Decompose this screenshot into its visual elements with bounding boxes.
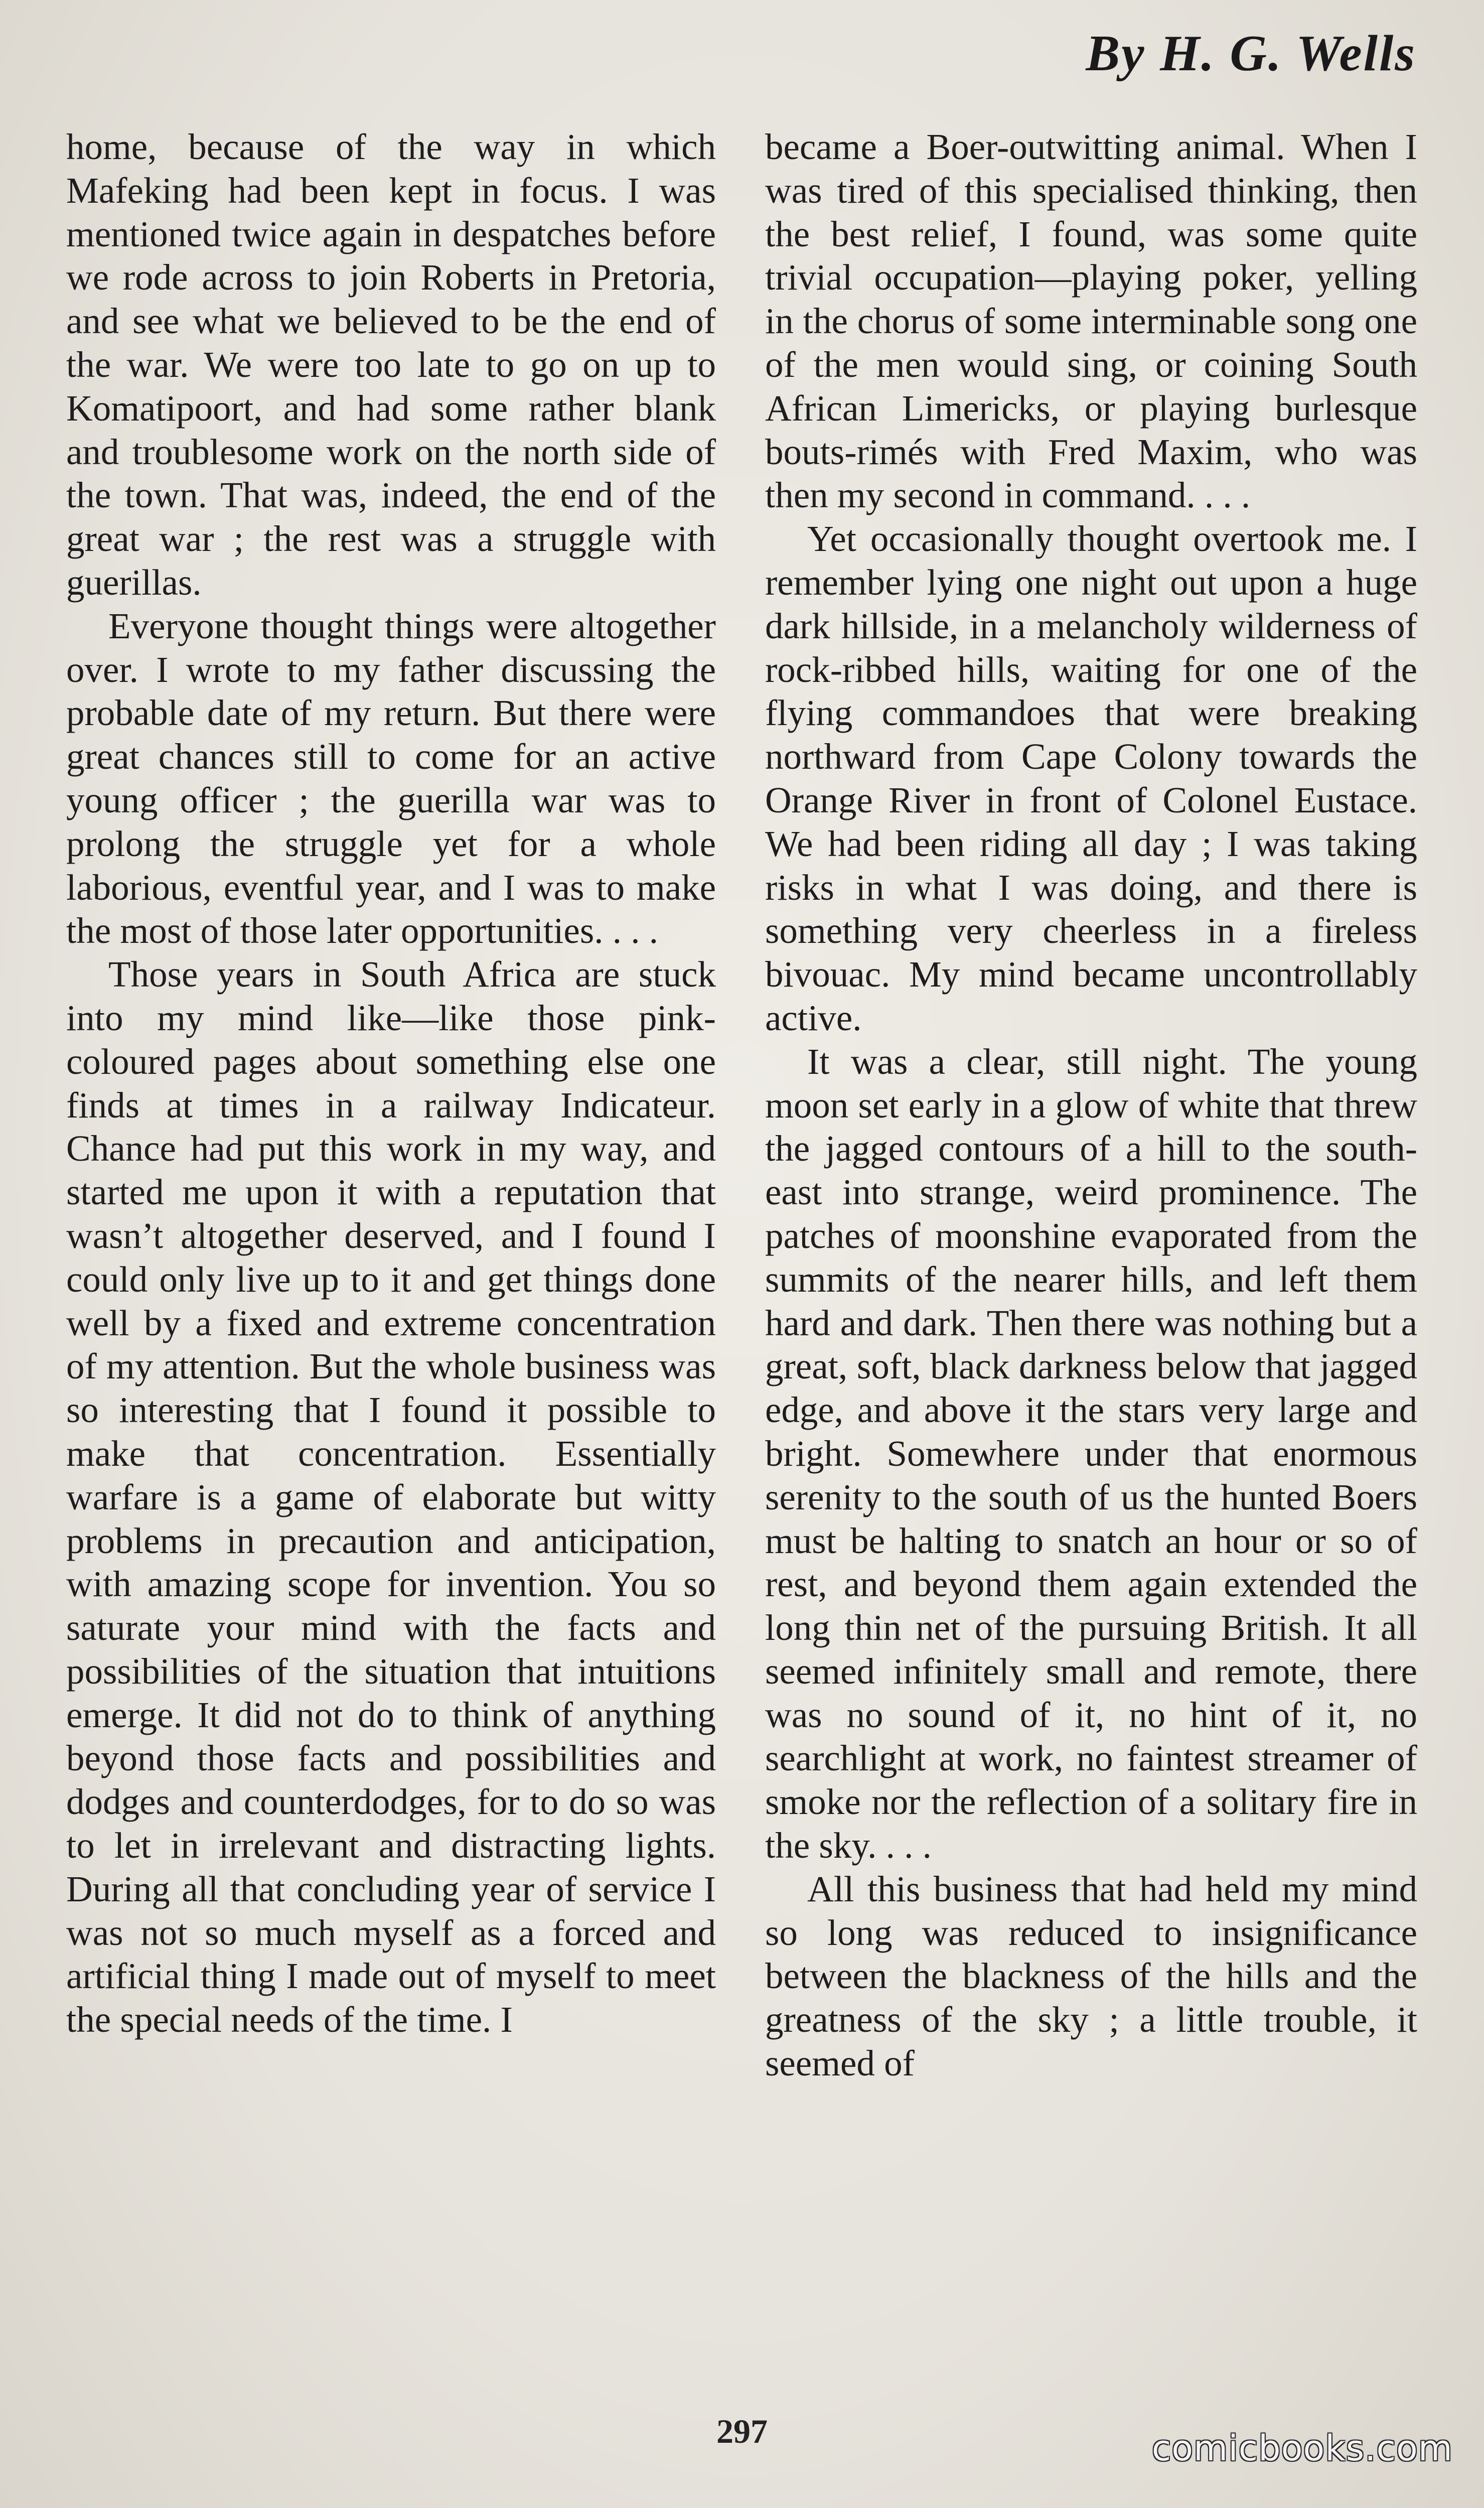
paragraph: Those years in South Africa are stuck into my mind like—like those pink-coloured pages about something else one finds at times in a railway Indicateur. Chance had put this work in my way, and started me upon it with a reputation that wasn’t altogether deserved, and I found I could only live up to it and get things done well by a fixed and extreme concentration of my attention. But the whole business was so interesting that I found it possible to make that concentration. Essentially warfare is a game of elaborate but witty problems in precaution and anticipation, with amazing scope for invention. You so saturate your mind with the facts and possibilities of the situation that intuitions emerge. It did not do to think of anything beyond those facts and possibilities and dodges and counterdodges, for to do so was to let in irrelevant and distracting lights. During all that concluding year of service I was not so much myself as a forced and artificial thing I made out of myself to meet the special needs of the time. I	[66, 954, 716, 2040]
left-column	[66, 125, 716, 2042]
paragraph: It was a clear, still night. The young moon set early in a glow of white that threw the jagged contours of a hill to the south-east into strange, weird prominence. The patches of moonshine evaporated from the summits of the nearer hills, and left them hard and dark. Then there was nothing but a great, soft, black darkness below that jagged edge, and above it the stars very large and bright. Somewhere under that enormous serenity to the south of us the hunted Boers must be halting to snatch an hour or so of rest, and beyond them again extended the long thin net of the pursuing British. It all seemed infinitely small and remote, there was no sound of it, no hint of it, no searchlight at work, no faintest streamer of smoke nor the reflection of a solitary fire in the sky. . . .	[765, 1041, 1417, 1866]
paragraph: All this business that had held my mind so long was reduced to insignificance between the blackness of the hills and the greatness of the sky ; a little trouble, it seemed of	[765, 1868, 1417, 2084]
site-watermark: comicbooks.com	[1151, 2428, 1453, 2469]
right-column	[765, 125, 1417, 2085]
page-number: 297	[716, 2412, 768, 2450]
paragraph: became a Boer-outwitting animal. When I was tired of this specialised thinking, then the best relief, I found, was some quite trivial occupation—playing poker, yelling in the chorus of some interminable song one of the men would sing, or coining South African Limericks, or playing burlesque bouts-rimés with Fred Maxim, who was then my second in command. . . .	[765, 126, 1417, 516]
paragraph: Yet occasionally thought overtook me. I remember lying one night out upon a huge dark hillside, in a melancholy wilderness of rock-ribbed hills, waiting for one of the flying commandoes that were breaking northward from Cape Colony towards the Orange River in front of Colonel Eustace. We had been riding all day ; I was taking risks in what I was doing, and there is something very cheerless in a fireless bivouac. My mind became uncontrollably active.	[765, 518, 1417, 1038]
paragraph: Everyone thought things were altogether over. I wrote to my father discussing the probable date of my return. But there were great chances still to come for an active young officer ; the guerilla war was to prolong the struggle yet for a whole laborious, eventful year, and I was to make the most of those later opportunities. . . .	[66, 605, 716, 951]
paragraph: home, because of the way in which Mafeking had been kept in focus. I was mentioned twice again in despatches before we rode across to join Roberts in Pretoria, and see what we believed to be the end of the war. We were too late to go on up to Komatipoort, and had some rather blank and troublesome work on the north side of the town. That was, indeed, the end of the great war ; the rest was a struggle with guerillas.	[66, 126, 716, 603]
running-head: By H. G. Wells	[1086, 25, 1416, 82]
